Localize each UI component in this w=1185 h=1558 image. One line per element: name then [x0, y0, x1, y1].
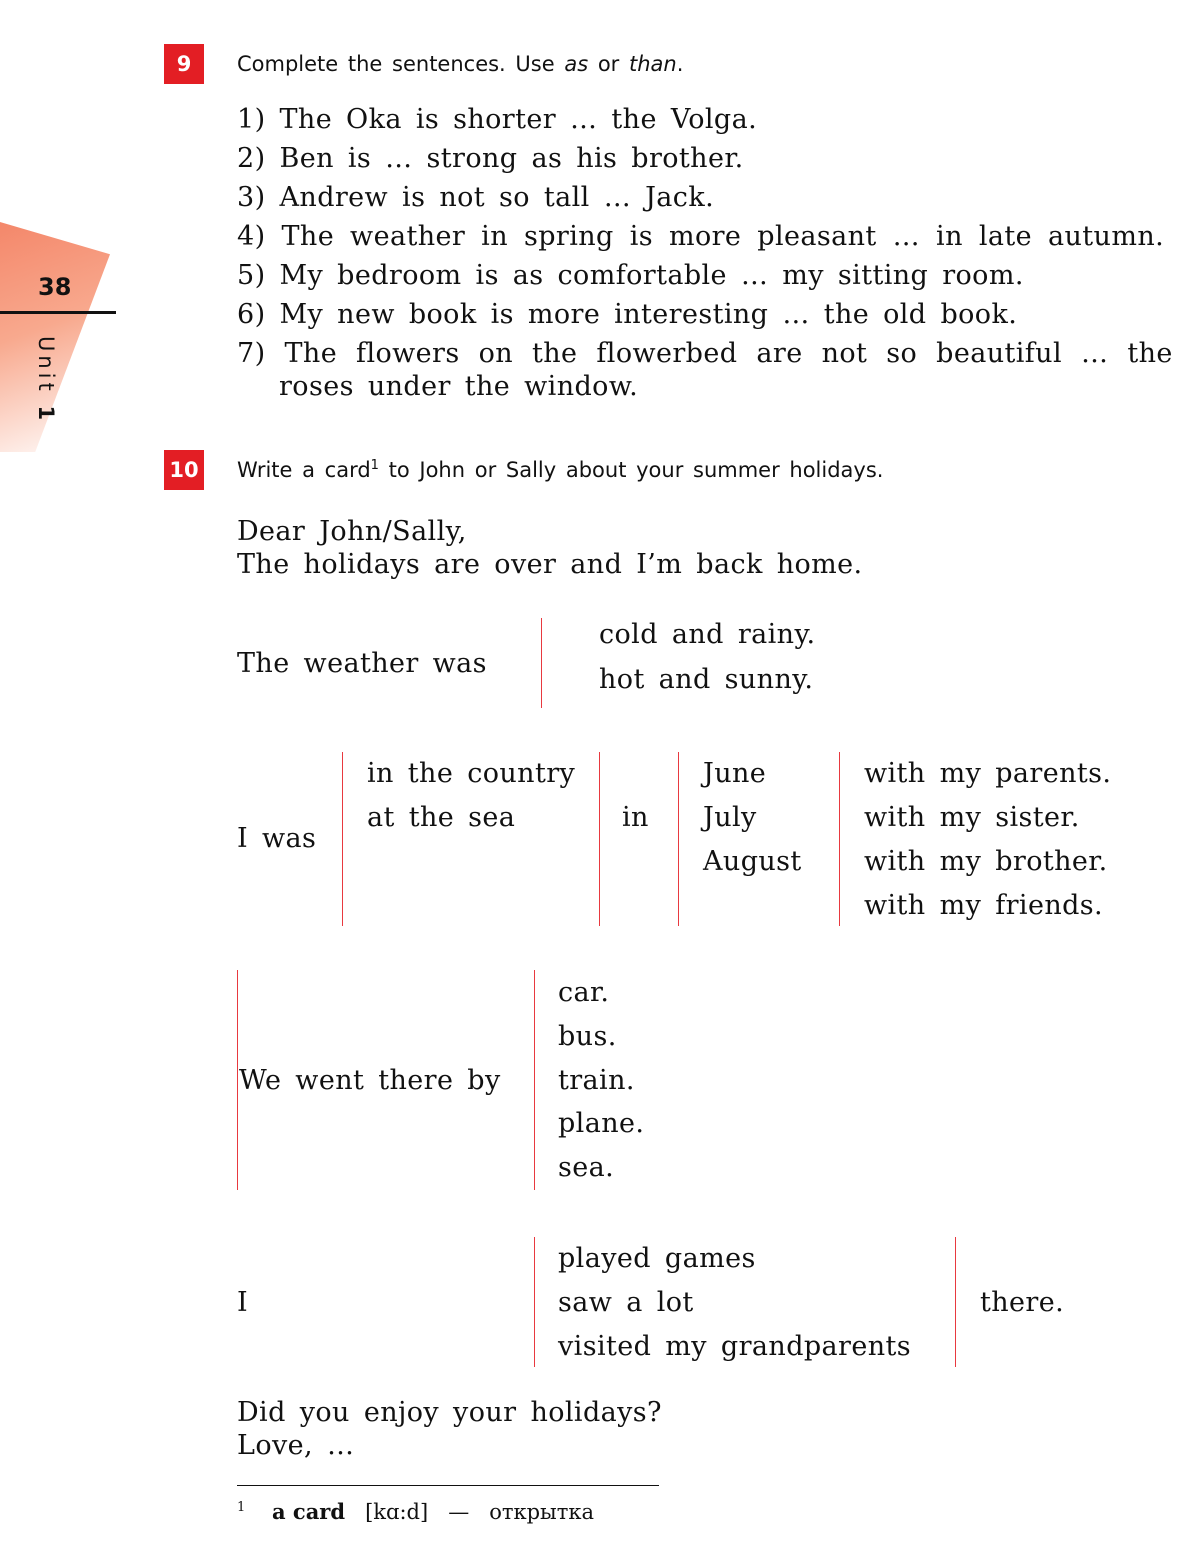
page-number-rule — [0, 311, 116, 314]
exercise-9-instruction: Complete the sentences. Use as or than. — [237, 52, 684, 76]
month-preposition: in — [622, 802, 649, 833]
activities-tail: there. — [980, 1287, 1065, 1318]
divider-line — [342, 752, 343, 926]
weather-option: hot and sunny. — [599, 664, 814, 695]
card-greeting: Dear John/Sally, — [237, 516, 467, 547]
footnote: $^1$ a card [kɑ:d] — открытка — [237, 1499, 595, 1524]
place-option: in the country — [367, 758, 576, 789]
sentence-7-continued: roses under the window. — [279, 371, 639, 402]
weather-option: cold and rainy. — [599, 619, 816, 650]
place-option: at the sea — [367, 802, 516, 833]
transport-option: bus. — [558, 1021, 617, 1052]
company-option: with my brother. — [864, 846, 1108, 877]
sentence-5: 5) My bedroom is as comfortable … my sitting room. — [237, 260, 1024, 291]
exercise-10-instruction: Write a card$^1$ to John or Sally about your summer holidays. — [237, 458, 884, 482]
card-intro: The holidays are over and I’m back home. — [237, 549, 863, 580]
sentence-4: 4) The weather in spring is more pleasant … in late autumn. — [237, 221, 1165, 252]
unit-label — [34, 336, 58, 420]
company-option: with my friends. — [864, 890, 1104, 921]
page-number: 38 — [38, 273, 72, 301]
divider-line — [839, 752, 840, 926]
divider-line — [534, 1237, 535, 1367]
sentence-2: 2) Ben is … strong as his brother. — [237, 143, 744, 174]
exercise-9-badge: 9 — [164, 44, 204, 84]
card-closing: Love, … — [237, 1430, 355, 1461]
divider-line — [955, 1237, 956, 1367]
activity-option: saw a lot — [558, 1287, 694, 1318]
divider-line — [534, 970, 535, 1190]
weather-lead: The weather was — [237, 648, 487, 679]
divider-line — [541, 618, 542, 708]
transport-option: plane. — [558, 1108, 645, 1139]
transport-option: train. — [558, 1065, 635, 1096]
month-option: June — [703, 758, 767, 789]
sentence-7: 7) The flowers on the flowerbed are not so beautiful … the — [237, 338, 1173, 369]
sentence-3: 3) Andrew is not so tall … Jack. — [237, 182, 715, 213]
card-question: Did you enjoy your holidays? — [237, 1397, 662, 1428]
sentence-1: 1) The Oka is shorter … the Volga. — [237, 104, 758, 135]
transport-option: car. — [558, 977, 610, 1008]
divider-line — [678, 752, 679, 926]
transport-option: sea. — [558, 1152, 615, 1183]
company-option: with my sister. — [864, 802, 1080, 833]
footnote-rule — [237, 1485, 659, 1486]
iwas-lead: I was — [237, 823, 317, 854]
sentence-6: 6) My new book is more interesting … the old book. — [237, 299, 1018, 330]
divider-line — [237, 970, 238, 1190]
company-option: with my parents. — [864, 758, 1112, 789]
unit-number: 1 — [34, 405, 58, 421]
divider-line — [599, 752, 600, 926]
activity-option: visited my grandparents — [558, 1331, 912, 1362]
unit-word: Unit — [34, 336, 58, 395]
month-option: July — [703, 802, 757, 833]
activities-lead: I — [237, 1287, 249, 1318]
activity-option: played games — [558, 1243, 756, 1274]
exercise-10-badge: 10 — [164, 450, 204, 490]
transport-lead: We went there by — [239, 1065, 501, 1096]
month-option: August — [703, 846, 802, 877]
